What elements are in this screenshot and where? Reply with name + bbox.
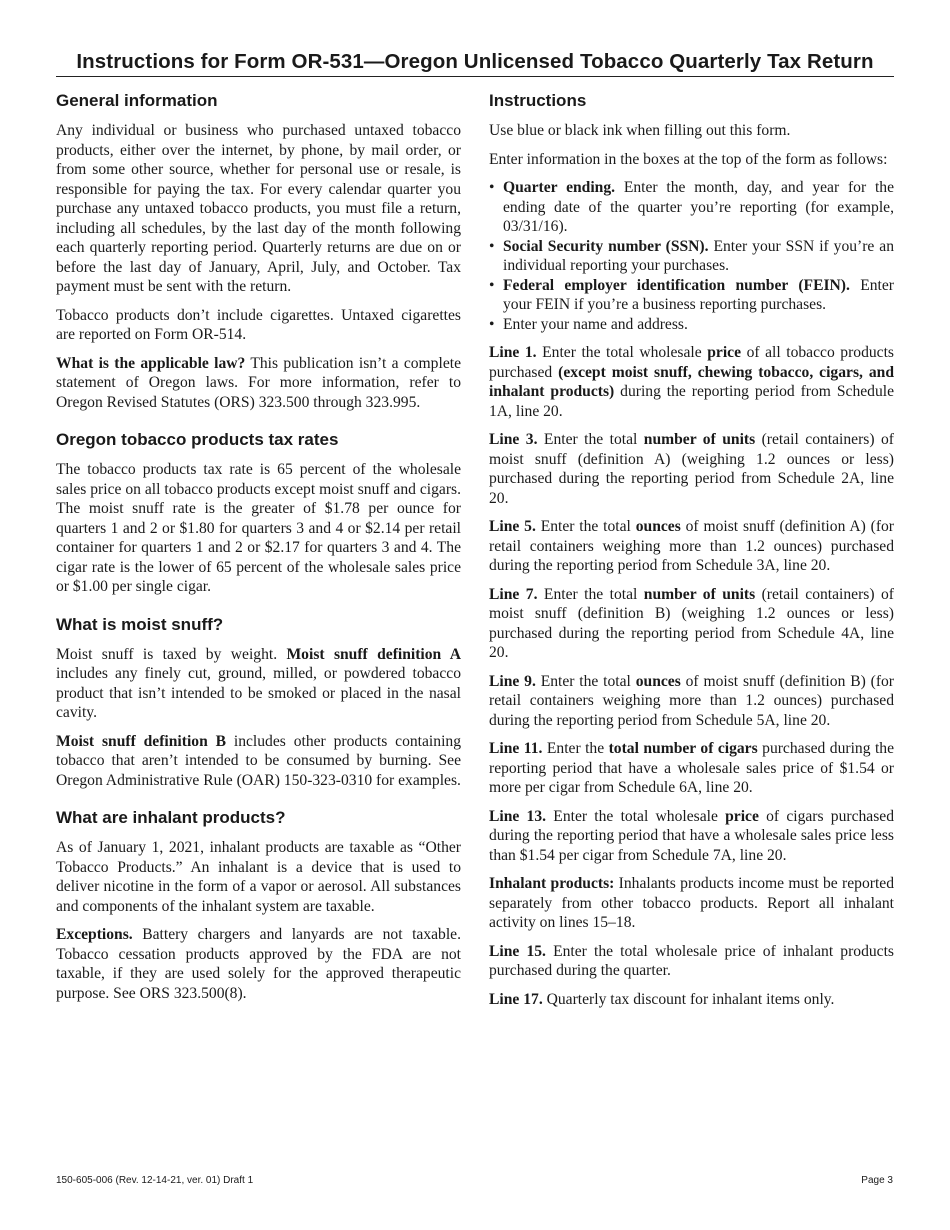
line-text: Enter the total bbox=[537, 431, 644, 448]
line-emphasis: number of units bbox=[643, 585, 756, 603]
moist-snuff-def-a bbox=[56, 645, 461, 723]
applicable-law-label: What is the applicable law? bbox=[56, 354, 246, 372]
line-text: Enter the total bbox=[535, 672, 636, 690]
list-item-label: Social Security number (SSN). bbox=[503, 237, 709, 255]
list-item-text: Enter your name and address. bbox=[503, 315, 688, 333]
inhalant-heading: What are inhalant products? bbox=[56, 808, 286, 827]
right-column bbox=[489, 90, 894, 1018]
def-b-text: includes other products containing tobacco that aren’t intended to be consumed by burning. See Oregon Administrative Rule (OAR) 150-323-0310 for examples. bbox=[56, 732, 461, 789]
line-15-instruction bbox=[489, 942, 894, 981]
list-item-label: Federal employer identification number (FEIN). bbox=[503, 276, 850, 294]
box-instructions-list bbox=[489, 178, 894, 334]
line-1-instruction bbox=[489, 343, 894, 421]
line-13-instruction bbox=[489, 807, 894, 866]
def-b-label: Moist snuff definition B bbox=[56, 732, 227, 750]
line-17-instruction bbox=[489, 990, 894, 1010]
line-text: of all tobacco products purchased bbox=[489, 344, 894, 381]
left-column bbox=[56, 90, 461, 1012]
instructions-heading: Instructions bbox=[489, 91, 587, 110]
line-text: of moist snuff (definition A) (for retail containers weighing more than 1.2 ounces) purchased during the reporting period from Schedule 3A, line 20. bbox=[489, 518, 894, 574]
tax-rates-heading: Oregon tobacco products tax rates bbox=[56, 430, 339, 449]
line-label: Line 9. bbox=[489, 672, 536, 690]
line-emphasis: price bbox=[707, 344, 742, 361]
def-a-label: Moist snuff definition A bbox=[286, 645, 461, 663]
list-item-text: Enter the month, day, and year for the ending date of the quarter you’re reporting (for example, 03/31/16). bbox=[503, 179, 894, 235]
line-label: Line 7. bbox=[489, 585, 538, 603]
line-text: Enter the total wholesale price of inhalant products purchased during the quarter. bbox=[489, 942, 894, 979]
line-text: during the reporting period from Schedule 1A, line 20. bbox=[489, 383, 895, 420]
list-item bbox=[489, 315, 894, 335]
line-emphasis: (except moist snuff, chewing tobacco, cigars, and inhalant products) bbox=[489, 363, 894, 400]
moist-snuff-intro: Moist snuff is taxed by weight. bbox=[56, 645, 287, 663]
def-a-text: includes any finely cut, ground, milled, or powdered tobacco product that isn’t intended to be smoked or placed in the nasal cavity. bbox=[56, 665, 461, 721]
line-text: Enter the bbox=[542, 740, 609, 757]
line-5-instruction bbox=[489, 517, 894, 576]
line-label: Line 1. bbox=[489, 344, 537, 361]
list-item bbox=[489, 276, 894, 315]
line-text: of moist snuff (definition B) (for retail containers weighing more than 1.2 ounces) purchased during the reporting period from Schedule 5A, line 20. bbox=[489, 672, 894, 729]
line-label: Line 13. bbox=[489, 807, 547, 825]
moist-snuff-heading: What is moist snuff? bbox=[56, 614, 224, 634]
line-label: Line 3. bbox=[489, 431, 538, 448]
list-item-text: Enter your FEIN if you’re a business reporting purchases. bbox=[503, 276, 894, 313]
exceptions-paragraph bbox=[56, 925, 461, 1003]
line-text: purchased during the reporting period that have a wholesale sales price of $1.54 or more per cigar from Schedule 6A, line 20. bbox=[489, 740, 895, 796]
line-7-instruction bbox=[489, 585, 894, 663]
list-item bbox=[489, 237, 894, 276]
general-info-paragraph: Any individual or business who purchased untaxed tobacco products, either over the internet, by phone, by mail order, or from some other source, whether for personal use or resale, is responsible for paying the tax. For every calendar quarter you purchase any untaxed tobacco products, you must file a return, including all schedules, by the last day of the month following each quarterly reporting period. Quarterly returns are due on or before the last day of January, April, July, and October. Tax payment must be sent with the return. bbox=[56, 122, 461, 295]
line-text: (retail containers) of moist snuff (definition B) (weighing 1.2 ounces or less) purchased during the reporting period from Schedule 4A, line 20. bbox=[489, 585, 894, 661]
line-11-instruction bbox=[489, 739, 894, 798]
list-item bbox=[489, 178, 894, 237]
line-text: Enter the total bbox=[537, 585, 644, 603]
cigarettes-note: Tobacco products don’t include cigarettes. Untaxed cigarettes are reported on Form OR-514. bbox=[56, 306, 461, 343]
list-item-label: Quarter ending. bbox=[503, 179, 616, 196]
line-text: Enter the total wholesale bbox=[546, 807, 726, 825]
inhalant-paragraph: As of January 1, 2021, inhalant products are taxable as “Other Tobacco Products.” An inhalant is a device that is used to deliver nicotine in the form of a vapor or aerosol. All substances and components of the inhalant system are taxable. bbox=[56, 839, 461, 915]
general-info-heading: General information bbox=[56, 91, 218, 110]
exceptions-text: Battery chargers and lanyards are not taxable. Tobacco cessation products approved by the FDA are not taxable, if they are used solely for the approved therapeutic purpose. See ORS 323.500(8). bbox=[56, 926, 461, 1002]
line-label: Line 17. bbox=[489, 990, 543, 1008]
line-text: Inhalants products income must be reported separately from other tobacco products. Report all inhalant activity on lines 15–18. bbox=[489, 875, 894, 931]
line-text: of cigars purchased during the reporting period that have a wholesale sales price less than $1.54 per cigar from Schedule 7A, line 20. bbox=[489, 807, 894, 864]
line-emphasis: ounces bbox=[635, 672, 681, 690]
line-label: Line 15. bbox=[489, 942, 546, 960]
line-text: Enter the total bbox=[535, 518, 636, 535]
line-emphasis: ounces bbox=[635, 518, 681, 535]
line-label: Inhalant products: bbox=[489, 875, 615, 892]
form-revision-footer: 150-605-006 (Rev. 12-14-21, ver. 01) Draft 1 bbox=[56, 1175, 254, 1186]
page-title: Instructions for Form OR-531—Oregon Unlicensed Tobacco Quarterly Tax Return bbox=[56, 50, 894, 77]
line-label: Line 5. bbox=[489, 518, 536, 535]
list-item-text: Enter your SSN if you’re an individual reporting your purchases. bbox=[503, 237, 894, 274]
line-text: Enter the total wholesale bbox=[536, 344, 708, 361]
line-emphasis: price bbox=[725, 807, 759, 825]
line-9-instruction bbox=[489, 672, 894, 731]
line-text: Quarterly tax discount for inhalant items only. bbox=[542, 990, 835, 1008]
exceptions-label: Exceptions. bbox=[56, 926, 133, 943]
applicable-law-text: This publication isn’t a complete statement of Oregon laws. For more information, refer to Oregon Revised Statutes (ORS) 323.500 through 323.995. bbox=[56, 354, 461, 411]
inhalant-products-instruction bbox=[489, 874, 894, 933]
boxes-intro: Enter information in the boxes at the top of the form as follows: bbox=[489, 150, 888, 168]
line-3-instruction bbox=[489, 430, 894, 508]
line-emphasis: number of units bbox=[643, 431, 756, 448]
moist-snuff-def-b bbox=[56, 732, 461, 791]
page-number: Page 3 bbox=[861, 1175, 893, 1186]
line-label: Line 11. bbox=[489, 740, 543, 757]
tax-rates-paragraph: The tobacco products tax rate is 65 percent of the wholesale sales price on all tobacco products except moist snuff and cigars. The moist snuff rate is the greater of $1.78 per ounce for quarters 1 and 2 or $1.80 for quarters 3 and 4 or $2.14 per retail container for quarters 1 and 2 or $2.17 for quarters 3 and 4. The cigar rate is the lower of 65 percent of the wholesale sales price or $1.00 per single cigar. bbox=[56, 461, 461, 595]
ink-note: Use blue or black ink when filling out this form. bbox=[489, 122, 791, 139]
line-text: (retail containers) of moist snuff (definition A) (weighing 1.2 ounces or less) purchased during the reporting period from Schedule 2A, line 20. bbox=[489, 431, 894, 507]
line-emphasis: total number of cigars bbox=[608, 740, 758, 757]
applicable-law-paragraph bbox=[56, 354, 461, 413]
